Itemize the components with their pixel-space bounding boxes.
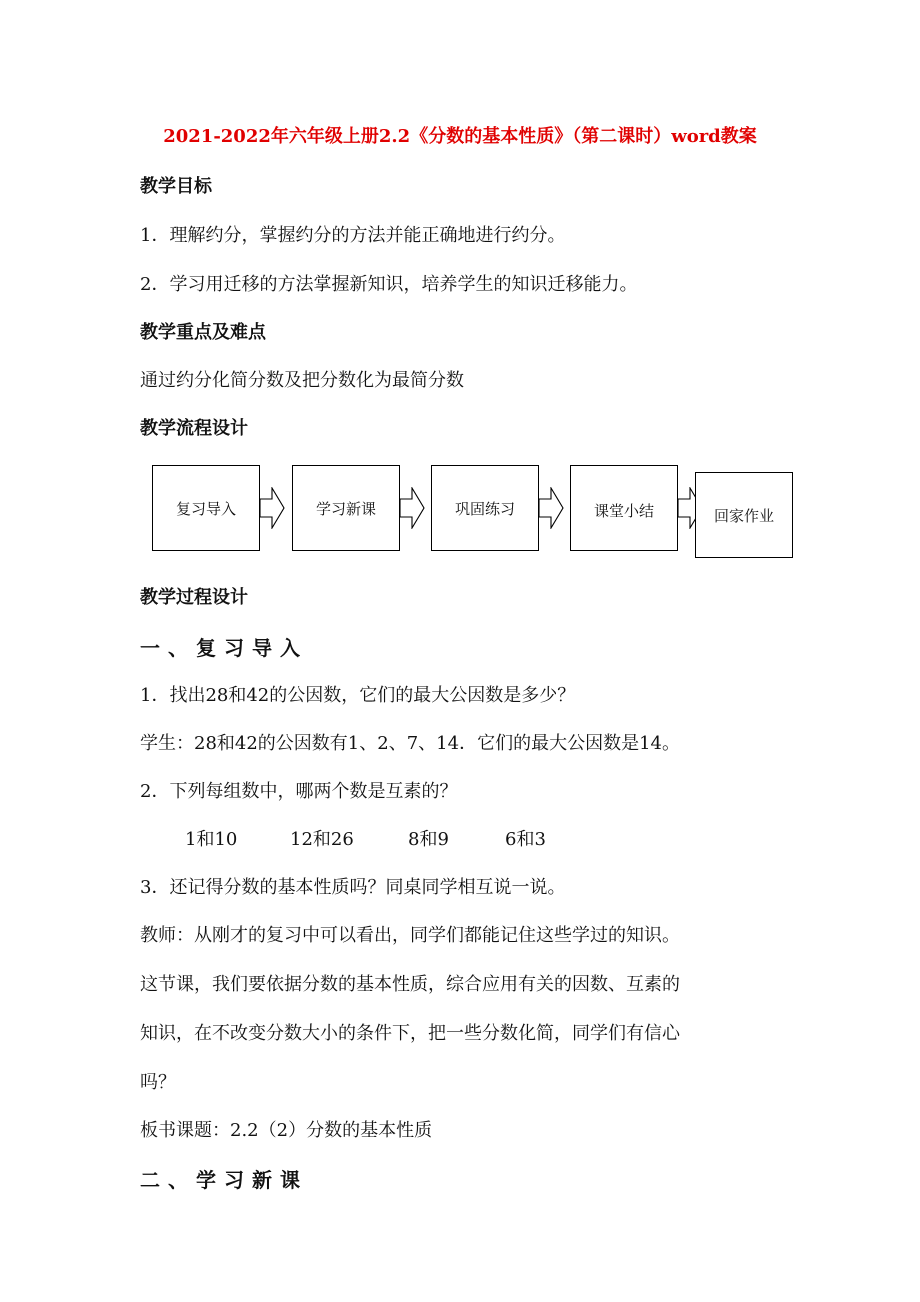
flow-step-label: 巩固练习: [454, 499, 515, 518]
flow-step-homework: [695, 472, 793, 558]
teacher-line-1: 教师：从刚才的复习中可以看出，同学们都能记住这些学过的知识。: [140, 925, 680, 946]
teacher-line-3: 知识，在不改变分数大小的条件下，把一些分数化简，同学们有信心: [140, 1023, 680, 1044]
question-3: 3．还记得分数的基本性质吗？同桌同学相互说一说。: [140, 877, 566, 898]
flow-step-label: 回家作业: [713, 506, 774, 525]
board-title: 板书课题：2.2（2）分数的基本性质: [140, 1120, 433, 1141]
question-2: 2．下列每组数中，哪两个数是互素的？: [140, 781, 458, 802]
key-points-heading: 教学重点及难点: [140, 322, 266, 343]
teacher-line-2: 这节课，我们要依据分数的基本性质，综合应用有关的因数、互素的: [140, 974, 680, 995]
flow-step-label: 复习导入: [175, 499, 236, 518]
flow-step-new-lesson: [292, 465, 400, 551]
pair-2: 12和26: [290, 829, 354, 850]
question-1: 1．找出28和42的公因数，它们的最大公因数是多少？: [140, 685, 576, 706]
pair-4: 6和3: [505, 829, 546, 850]
flow-step-practice: [431, 465, 539, 551]
number-pairs: [185, 825, 546, 851]
pair-1: 1和10: [185, 829, 238, 850]
flow-step-review: [152, 465, 260, 551]
goals-heading: 教学目标: [140, 176, 212, 197]
goal-item-1: 1．理解约分，掌握约分的方法并能正确地进行约分。: [140, 225, 566, 246]
process-heading: 教学过程设计: [140, 587, 248, 608]
document-title: 2021-2022年六年级上册2.2《分数的基本性质》（第二课时）word教案: [163, 126, 757, 147]
section-2-heading: 二、学习新课: [140, 1168, 308, 1192]
key-points-text: 通过约分化简分数及把分数化为最简分数: [140, 370, 464, 391]
flow-step-label: 课堂小结: [593, 502, 654, 520]
teacher-line-4: 吗？: [140, 1072, 176, 1093]
flow-heading: 教学流程设计: [140, 418, 248, 439]
flow-step-label: 学习新课: [315, 499, 376, 518]
flow-arrow-2: [400, 487, 426, 529]
flow-arrow-3: [539, 487, 565, 529]
flow-arrow-1: [260, 487, 286, 529]
answer-1: 学生：28和42的公因数有1、2、7、14．它们的最大公因数是14。: [140, 733, 680, 754]
flow-step-summary: [570, 465, 678, 551]
section-1-heading: 一、复习导入: [140, 636, 308, 660]
goal-item-2: 2．学习用迁移的方法掌握新知识，培养学生的知识迁移能力。: [140, 274, 638, 295]
pair-3: 8和9: [408, 829, 449, 850]
